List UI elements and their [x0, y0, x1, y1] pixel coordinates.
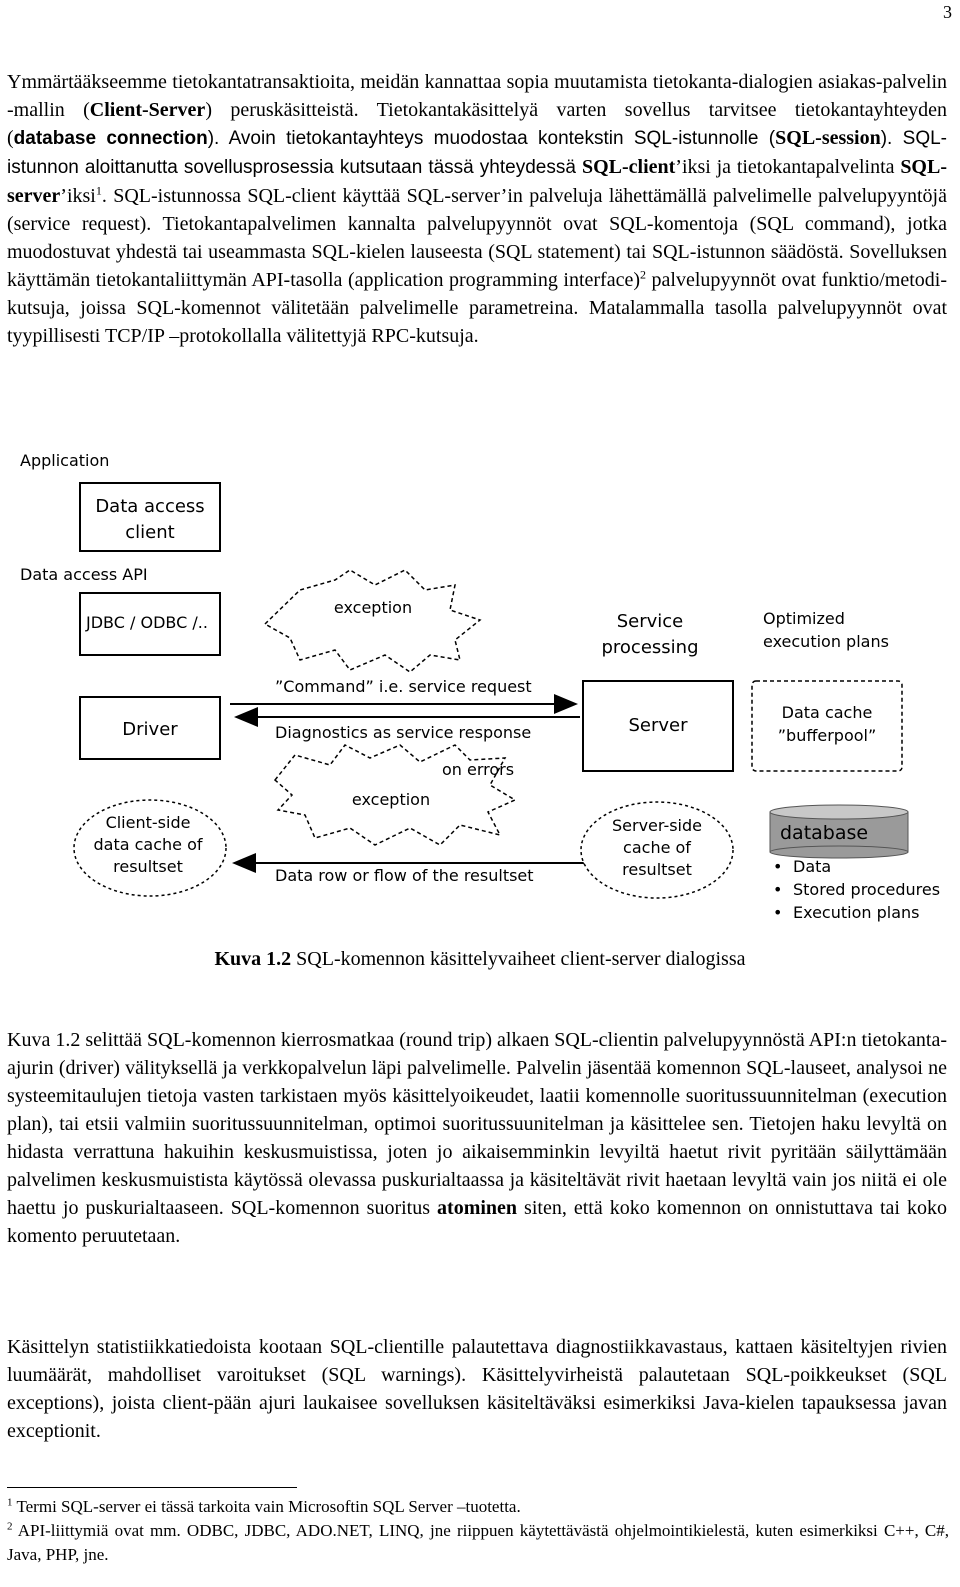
svg-text:database: database	[780, 822, 869, 844]
footnote-ref-2[interactable]: 2	[640, 267, 646, 282]
svg-text:JDBC / ODBC /..: JDBC / ODBC /..	[86, 613, 208, 632]
data-access-api-label: Data access API	[20, 565, 148, 584]
optimized-plans-label: Optimized execution plans	[763, 609, 889, 651]
intro-paragraph: Ymmärtääkseemme tietokantatransaktioita, meidän kannattaa sopia muutamista tietokanta-dialogien asiakas-palvelin -mallin (Client-Server) peruskäsitteistä. Tietokantakäsittelyä varten sovellus tarvitsee tietokantayhteyden (database connection). Avoin tietokantayhteys muodostaa kontekstin SQL-istunnolle (SQL-session). SQL-istunnon aloittanutta sovellusprosessia kutsutaan tässä yhteydessä SQL-client’iksi ja tietokantapalvelinta SQL-server’iksi$^1$. SQL-istunnossa SQL-client käyttää SQL-server’in palveluja lähettämällä palvelimelle palvelupyyntöjä (service request). Tietokantapalvelimen kannalta palvelupyynnöt ovat SQL-komentoja (SQL command), jotka muodostuvat yhdestä tai useammasta SQL-kielen lauseesta (SQL statement) tai SQL-istunnon säädöstä. Sovelluksen käyttämän tietokantaliittymän API-tasolla (application programming interface)$^2$ palvelupyynnöt ovat funktio/metodi-kutsuja, joissa SQL-komennot välitetään palvelimelle parametreina. Matalammalla tasolla palvelupyynnöt ovat tyypillisesti TCP/IP –protokollalla välitettyjä RPC-kutsuja.	[7, 71, 947, 347]
client-server-diagram	[0, 440, 960, 940]
footnote-rule	[7, 1487, 297, 1488]
explanation-paragraph: Kuva 1.2 selittää SQL-komennon kierrosmatkaa (round trip) alkaen SQL-clientin palvelupyynnöstä API:n tietokanta-ajurin (driver) välityksellä ja verkkopalvelun läpi palvelimelle. Palvelin jäsentää komennon SQL-lauseet, analysoi ne systeemitaulujen tietoja vasten tarkistaen myös käsittelyoikeudet, laatii komennolle suoritussuunnitelman (execution plan), tai etsii valmiin suoritussuunnitelman, optimoi suoritussuunitelman ja käsittelee sen. Tietojen haku levyltä on hidasta verrattuna hakuihin keskusmuistissa, joten jo aikaisemminkin levyiltä haetut rivit pyritään säilyttämään palvelimen keskusmuistista käytössä olevassa puskurialtaassa ja käsiteltävät rivit haetaan levyltä vain jos niitä ei ole haettu jo puskurialtaaseen. SQL-komennon suoritus atominen siten, että koko komennon on onnistuttava tai koko komento peruutetaan.	[7, 1029, 948, 1247]
svg-text:Driver: Driver	[122, 719, 178, 740]
svg-text:Data row or flow of the result: Data row or flow of the resultset	[275, 866, 534, 885]
footnote-2: $^2$ API-liittymiä ovat mm. ODBC, JDBC, ADO.NET, LINQ, jne riippuen käytettävästä ohjelmointikielestä, kuten esimerkiksi C++, C#, Java, PHP, jne.	[7, 1520, 949, 1564]
server-cache-label: Server-side cache of resultset	[612, 816, 702, 879]
footnote-1: $^1$ Termi SQL-server ei tässä tarkoita vain Microsoftin SQL Server –tuotetta.	[7, 1496, 521, 1516]
svg-text:on errors: on errors	[441, 760, 515, 779]
figure-caption: Kuva 1.2 SQL-komennon käsittelyvaiheet client-server dialogissa	[214, 948, 746, 970]
data-access-client-label: Data access client	[95, 496, 205, 543]
svg-text:exception: exception	[351, 790, 431, 809]
svg-text:Diagnostics as service respons: Diagnostics as service response	[275, 723, 532, 742]
footnote-ref-1[interactable]: 1	[95, 183, 102, 198]
statistics-paragraph: Käsittelyn statistiikkatiedoista kootaan SQL-clientille palautettava diagnostiikkavastaus, kattaen käsiteltyjen rivien luumäärät, mahdolliset varoitukset (SQL warnings). Käsittelyvirheistä palautetaan SQL-poikkeukset (SQL exceptions), joista client-pään ajuri laukaisee sovelluksen käsiteltäväksi esimerkiksi Java-kielen tapauksessa javan exceptionit.	[7, 1336, 947, 1442]
svg-text:”Command” i.e. service reques: ”Command” i.e. service request	[275, 677, 532, 696]
exception-burst-top	[265, 570, 480, 672]
service-processing-label: Service processing	[601, 611, 699, 658]
svg-text:Server: Server	[628, 715, 688, 736]
client-cache-label: Client-side data cache of resultset	[93, 813, 203, 876]
database-items: • Data • Stored procedures • Execution plans	[773, 857, 941, 922]
data-cache-label: Data cache ”bufferpool”	[777, 703, 877, 745]
application-label: Application	[20, 451, 110, 470]
svg-text:exception: exception	[333, 598, 413, 617]
page-number: 3	[943, 2, 952, 22]
